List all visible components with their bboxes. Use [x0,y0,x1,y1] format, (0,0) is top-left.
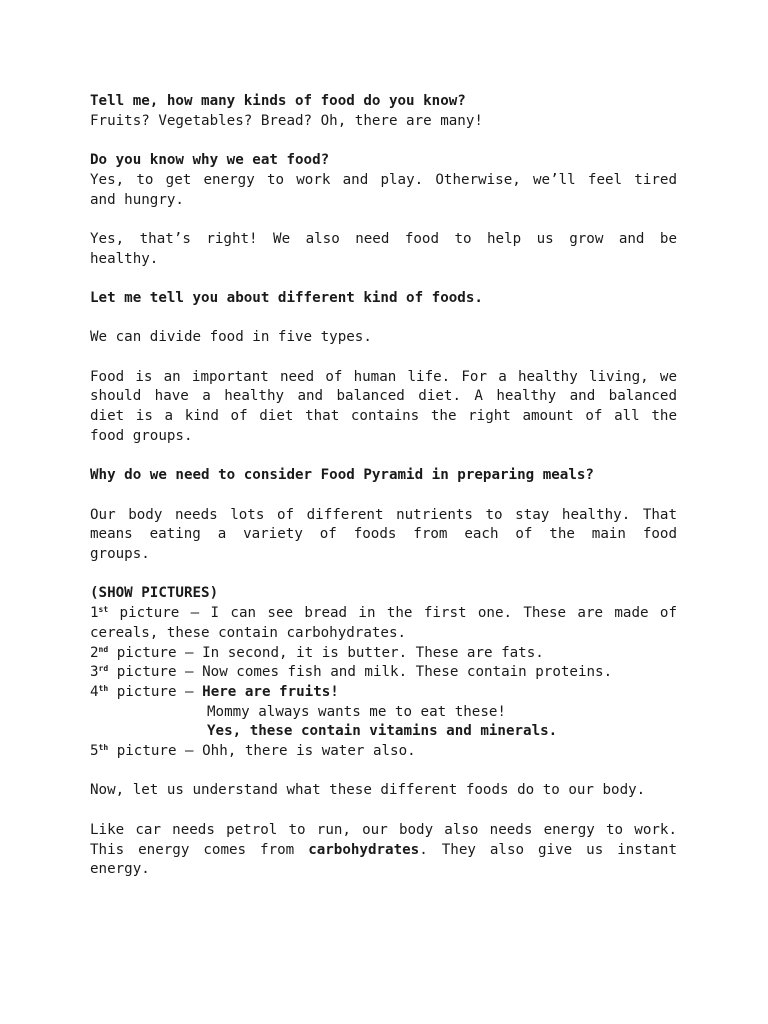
picture-5-ordinal: th [98,743,109,753]
picture-5-text: picture – Ohh, there is water also. [108,743,416,760]
picture-3-line [90,663,677,683]
nutrients-line-2: means eating a variety of foods from each of the main food [90,526,677,543]
picture-2-line [90,644,677,664]
paragraph-balanced-diet [90,368,677,447]
paragraph-nutrients [90,506,677,565]
paragraph-five-types: We can divide food in five types. [90,329,372,346]
carbohydrates-line-2-end: . They also give us instant [419,841,678,858]
picture-4-fruits: Here are fruits! [202,683,339,700]
picture-1-line-2: cereals, these contain carbohydrates. [90,624,407,641]
carbohydrates-term: carbohydrates [308,841,420,858]
heading-food-pyramid: Why do we need to consider Food Pyramid in preparing meals? [90,467,594,484]
picture-1-number: 1 [90,605,99,622]
picture-4-number: 4 [90,683,99,700]
answer-why-eat-line-1: Yes, to get energy to work and play. Otherwise, we’ll feel tired [90,171,677,188]
picture-1-ordinal: st [98,605,109,615]
document-body [90,92,677,880]
picture-5-number: 5 [90,743,99,760]
picture-2-text: picture – In second, it is butter. These are fats. [108,644,544,661]
picture-2-ordinal: nd [98,644,109,654]
picture-1-line-1 [90,604,677,624]
show-pictures-heading: (SHOW PICTURES) [90,585,219,602]
question-kinds-of-food: Tell me, how many kinds of food do you know? [90,93,466,109]
picture-3-ordinal: rd [98,664,109,674]
picture-4-line-3: Yes, these contain vitamins and minerals. [207,723,558,740]
picture-3-text: picture – Now comes fish and milk. These contain proteins. [108,664,613,681]
carbohydrates-line-2 [90,841,677,861]
nutrients-line-1: Our body needs lots of different nutrients to stay healthy. That [90,506,677,523]
picture-4-line-2: Mommy always wants me to eat these! [207,703,506,720]
picture-3-number: 3 [90,664,99,681]
carbohydrates-line-1: Like car needs petrol to run, our body also needs energy to work. [90,821,677,838]
picture-2-number: 2 [90,644,99,661]
heading-different-foods: Let me tell you about different kind of foods. [90,289,483,306]
carbohydrates-line-2-start: This energy comes from [90,841,309,858]
balanced-diet-line-3: diet is a kind of diet that contains the right amount of all the [90,408,677,425]
paragraph-carbohydrates [90,821,677,880]
grow-healthy-line-2: healthy. [90,250,159,267]
carbohydrates-line-3: energy. [90,861,150,878]
picture-4-ordinal: th [98,683,109,693]
paragraph-why-eat [90,151,677,210]
picture-4-prefix: picture – [108,683,203,700]
balanced-diet-line-1: Food is an important need of human life. For a healthy living, we [90,368,677,385]
balanced-diet-line-4: food groups. [90,427,193,444]
answer-why-eat-line-2: and hungry. [90,191,184,208]
answer-kinds-of-food: Fruits? Vegetables? Bread? Oh, there are many! [90,112,483,129]
balanced-diet-line-2: should have a healthy and balanced diet. A healthy and balanced [90,388,677,405]
grow-healthy-line-1: Yes, that’s right! We also need food to help us grow and be [90,230,677,247]
paragraph-kinds-of-food [90,92,677,131]
picture-5-line [90,742,677,762]
question-why-eat: Do you know why we eat food? [90,152,330,169]
paragraph-understand-foods: Now, let us understand what these different foods do to our body. [90,782,646,799]
picture-4-line-1 [90,683,677,703]
picture-1-text: picture – I can see bread in the first one. These are made of [108,605,677,622]
paragraph-grow-healthy [90,230,677,269]
pictures-section [90,584,677,761]
nutrients-line-3: groups. [90,546,150,563]
